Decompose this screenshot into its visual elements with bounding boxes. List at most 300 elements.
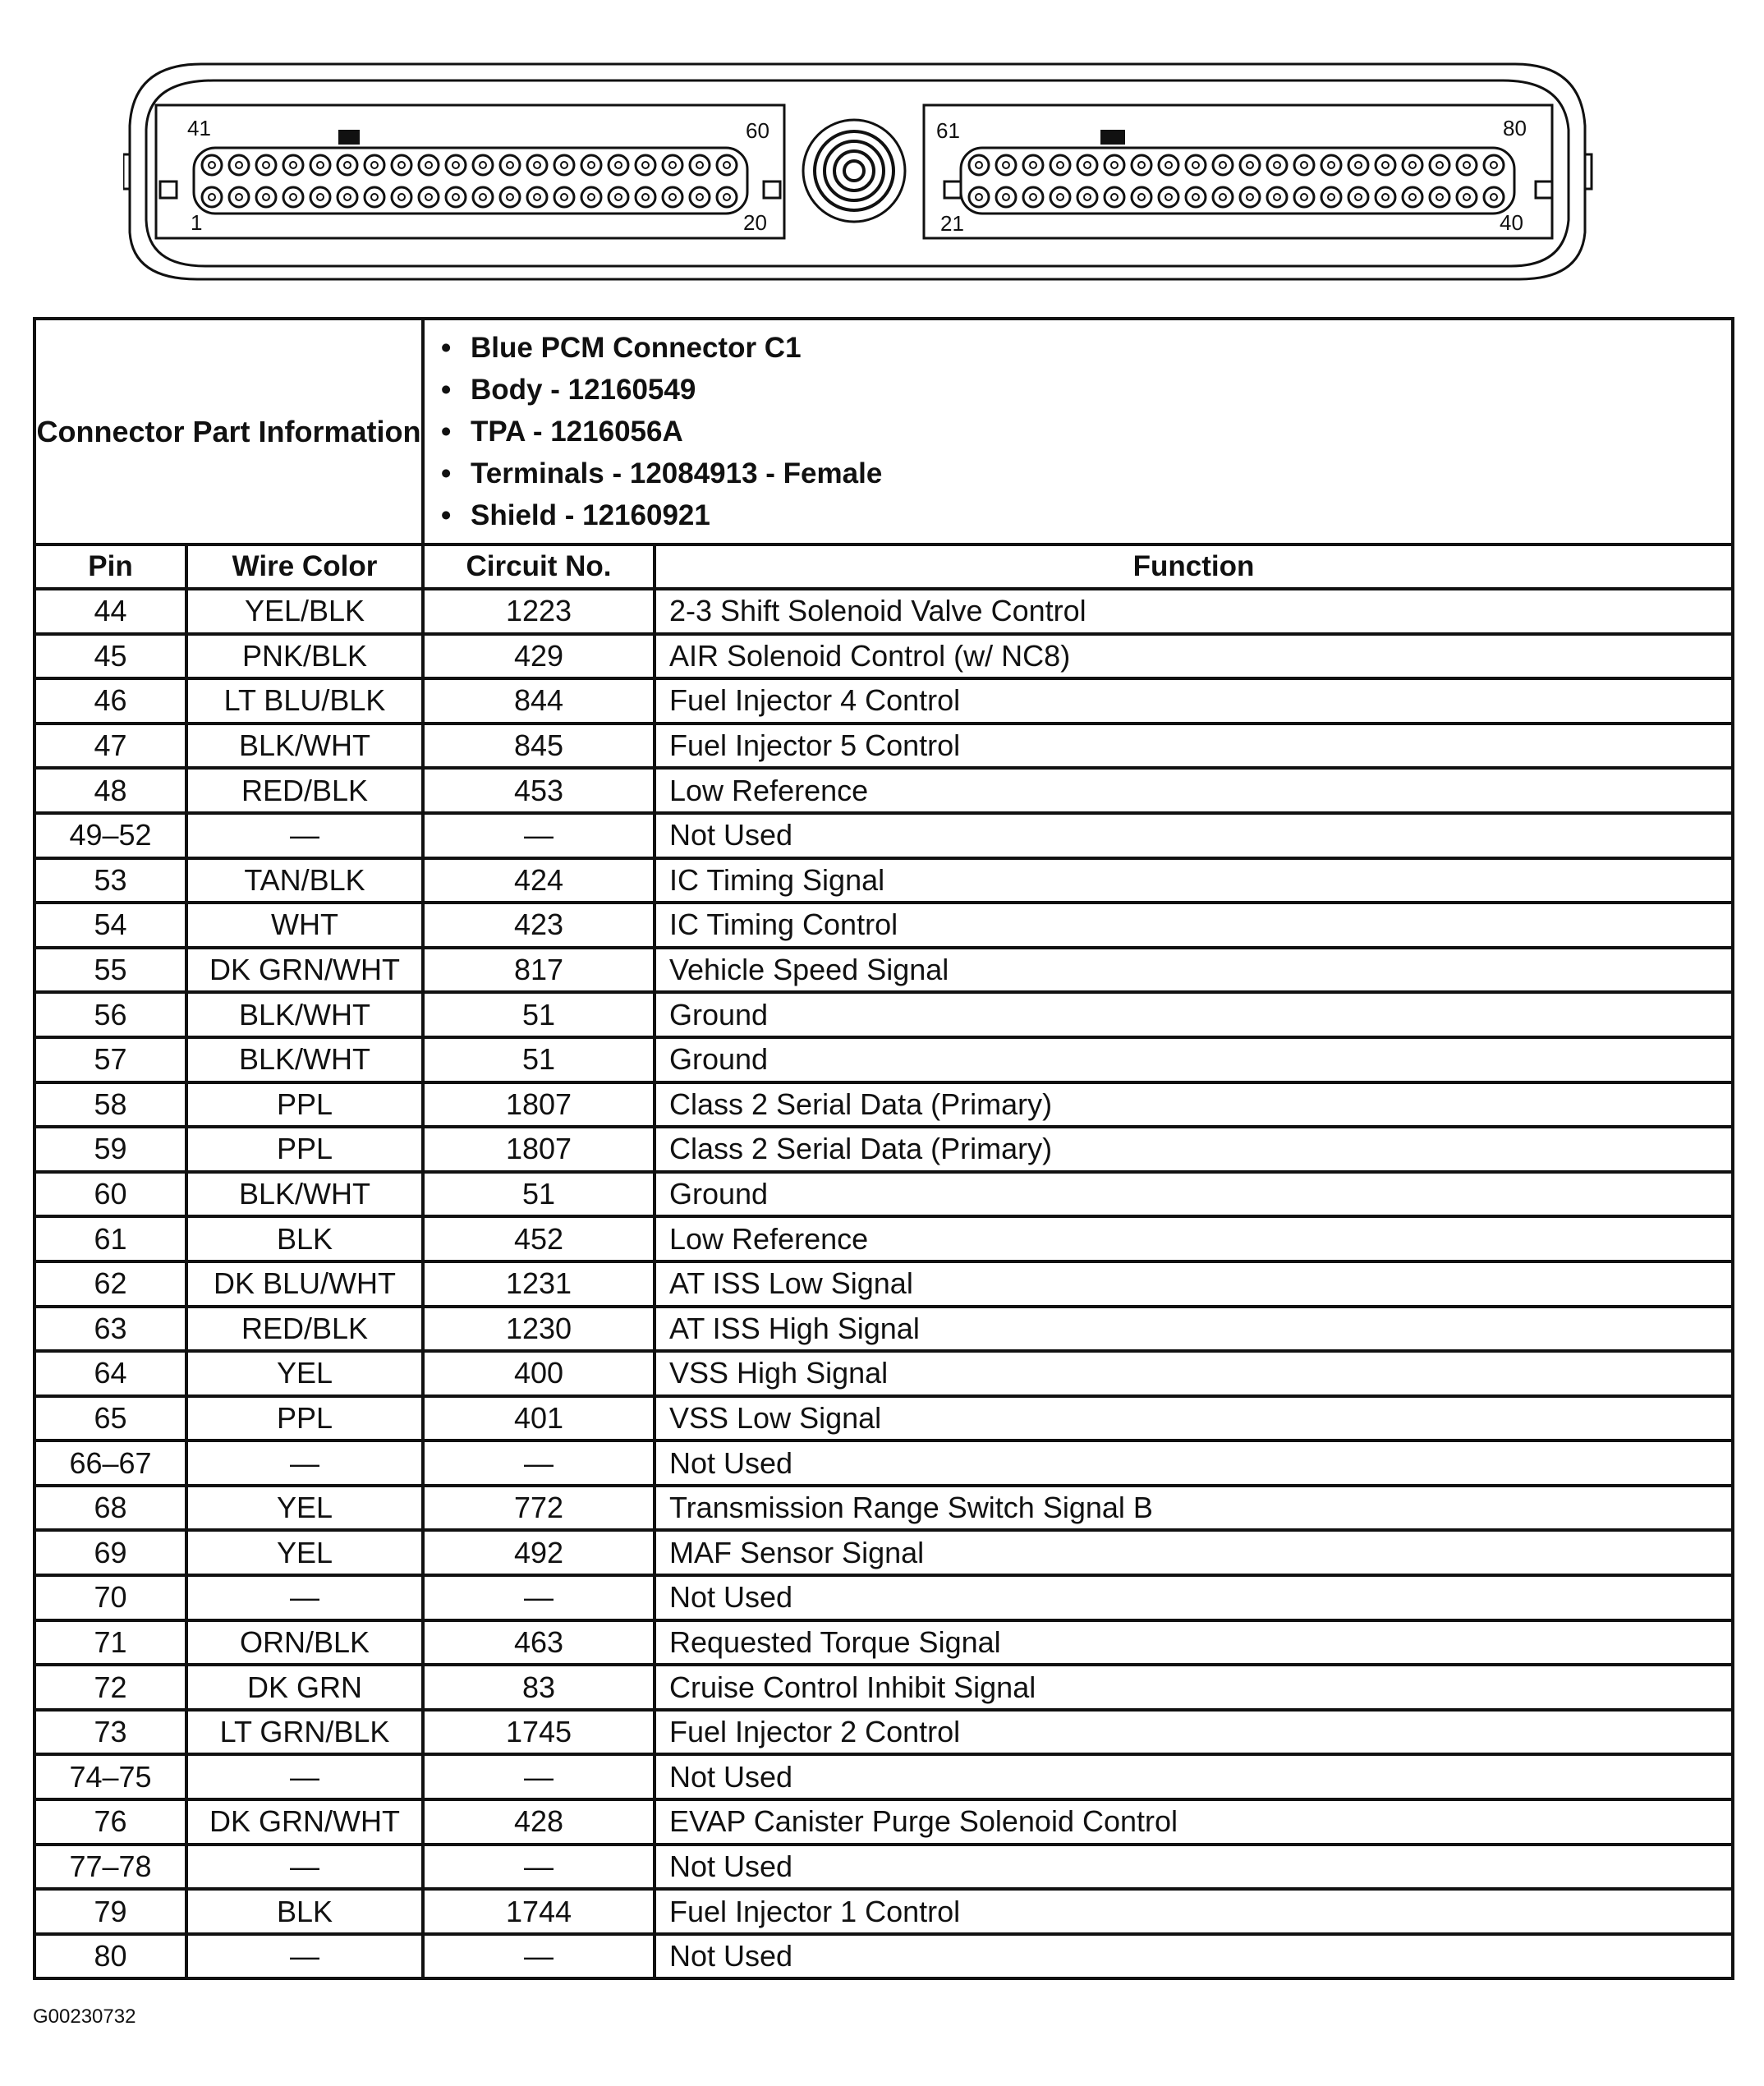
header-function: Function: [655, 544, 1733, 589]
pin-socket-icon: [969, 155, 989, 175]
pin-cell: 45: [34, 634, 186, 679]
pin-socket-center: [1138, 162, 1145, 168]
pin-socket-icon: [717, 187, 737, 207]
pin-socket-icon: [1077, 187, 1097, 207]
pin-socket-center: [642, 162, 649, 168]
connector-face-diagram: [123, 56, 1593, 287]
keying-tab-icon: [338, 130, 360, 145]
part-info-list-cell: [423, 319, 1733, 544]
wire-color-cell: BLK: [186, 1889, 423, 1934]
table-row: [34, 1845, 1733, 1890]
pin-label-60: 60: [746, 118, 769, 143]
pin-cell: 53: [34, 858, 186, 903]
function-cell: EVAP Canister Purge Solenoid Control: [655, 1799, 1733, 1845]
pin-socket-icon: [365, 155, 384, 175]
pin-socket-center: [344, 194, 351, 200]
pin-socket-icon: [338, 187, 357, 207]
pin-sockets-left: [202, 155, 737, 207]
circuit-no-cell: —: [423, 1754, 655, 1799]
wire-color-cell: —: [186, 1754, 423, 1799]
circuit-no-cell: —: [423, 1934, 655, 1979]
pin-socket-icon: [1484, 155, 1504, 175]
pin-socket-center: [290, 194, 296, 200]
pin-socket-icon: [1213, 187, 1233, 207]
pin-cell: 72: [34, 1665, 186, 1710]
pin-socket-center: [1247, 194, 1253, 200]
pin-socket-center: [1463, 194, 1470, 200]
connector-housing-icon: [123, 64, 1592, 279]
function-cell: Fuel Injector 1 Control: [655, 1889, 1733, 1934]
wire-color-cell: YEL: [186, 1486, 423, 1531]
pin-socket-center: [425, 194, 432, 200]
pin-cell: 59: [34, 1127, 186, 1172]
table-row: [34, 1172, 1733, 1217]
part-info-tpa: • TPA - 1216056A: [471, 411, 1731, 453]
circuit-no-cell: 845: [423, 724, 655, 769]
pin-socket-center: [1084, 194, 1091, 200]
table-row: [34, 1396, 1733, 1441]
pin-socket-icon: [229, 187, 249, 207]
function-cell: Ground: [655, 992, 1733, 1037]
pin-socket-icon: [283, 187, 303, 207]
pin-socket-icon: [1484, 187, 1504, 207]
function-cell: Fuel Injector 4 Control: [655, 678, 1733, 724]
function-cell: Fuel Injector 5 Control: [655, 724, 1733, 769]
pin-sockets-right: [969, 155, 1504, 207]
pin-socket-icon: [1023, 187, 1043, 207]
circuit-no-cell: —: [423, 1845, 655, 1890]
pin-socket-center: [1463, 162, 1470, 168]
function-cell: Transmission Range Switch Signal B: [655, 1486, 1733, 1531]
pin-socket-center: [1355, 194, 1362, 200]
pin-socket-icon: [1050, 187, 1070, 207]
pin-socket-icon: [1159, 155, 1178, 175]
pin-socket-icon: [717, 155, 737, 175]
circuit-no-cell: 1807: [423, 1082, 655, 1128]
table-row: [34, 1037, 1733, 1082]
wire-color-cell: —: [186, 1934, 423, 1979]
pin-socket-icon: [256, 187, 276, 207]
pin-socket-center: [236, 194, 242, 200]
wire-color-cell: WHT: [186, 903, 423, 948]
wire-color-cell: PPL: [186, 1127, 423, 1172]
circuit-no-cell: 51: [423, 1172, 655, 1217]
table-row: [34, 1261, 1733, 1307]
pin-socket-center: [1301, 194, 1307, 200]
circuit-no-cell: 492: [423, 1530, 655, 1575]
pin-socket-center: [263, 162, 269, 168]
pin-socket-icon: [1403, 155, 1422, 175]
pin-socket-icon: [1077, 155, 1097, 175]
table-row: [34, 1620, 1733, 1666]
pin-socket-center: [1003, 194, 1009, 200]
pin-cell: 56: [34, 992, 186, 1037]
pin-cell: 74–75: [34, 1754, 186, 1799]
pin-socket-icon: [1403, 187, 1422, 207]
pin-socket-icon: [969, 187, 989, 207]
wire-color-cell: BLK: [186, 1216, 423, 1261]
table-header-row: [34, 544, 1733, 589]
part-info-row: [34, 319, 1733, 544]
pin-socket-center: [1111, 194, 1118, 200]
pin-label-80: 80: [1503, 116, 1527, 140]
pin-socket-icon: [419, 155, 439, 175]
pin-socket-center: [1436, 162, 1443, 168]
pin-socket-center: [724, 162, 730, 168]
center-bolt-icon: [803, 120, 905, 222]
table-row: [34, 813, 1733, 858]
circuit-no-cell: 400: [423, 1351, 655, 1396]
pin-socket-center: [1165, 194, 1172, 200]
table-row: [34, 1754, 1733, 1799]
pin-socket-icon: [636, 187, 655, 207]
pin-label-40: 40: [1500, 210, 1523, 235]
pin-socket-icon: [1457, 155, 1477, 175]
table-row: [34, 768, 1733, 813]
wire-color-cell: —: [186, 1440, 423, 1486]
function-cell: Cruise Control Inhibit Signal: [655, 1665, 1733, 1710]
pin-socket-icon: [1132, 187, 1151, 207]
circuit-no-cell: 51: [423, 992, 655, 1037]
pin-cell: 70: [34, 1575, 186, 1620]
pin-socket-icon: [1348, 187, 1368, 207]
function-cell: Ground: [655, 1172, 1733, 1217]
pin-socket-icon: [1321, 187, 1341, 207]
pin-socket-icon: [338, 155, 357, 175]
table-row: [34, 992, 1733, 1037]
pin-socket-center: [1409, 194, 1416, 200]
pin-socket-icon: [1294, 187, 1314, 207]
wire-color-cell: BLK/WHT: [186, 1172, 423, 1217]
table-row: [34, 948, 1733, 993]
keying-tab-icon: [1100, 130, 1125, 145]
part-info-shield: • Shield - 12160921: [471, 494, 1731, 536]
function-cell: Not Used: [655, 1754, 1733, 1799]
pin-socket-icon: [283, 155, 303, 175]
circuit-no-cell: 817: [423, 948, 655, 993]
pin-socket-center: [344, 162, 351, 168]
table-row: [34, 1351, 1733, 1396]
circuit-no-cell: 844: [423, 678, 655, 724]
part-info-label: Connector Part Information: [34, 319, 423, 544]
function-cell: Class 2 Serial Data (Primary): [655, 1082, 1733, 1128]
table-row: [34, 1799, 1733, 1845]
table-row: [34, 1127, 1733, 1172]
wire-color-cell: —: [186, 1575, 423, 1620]
pin-label-61: 61: [936, 118, 960, 143]
function-cell: Vehicle Speed Signal: [655, 948, 1733, 993]
pin-socket-icon: [996, 187, 1016, 207]
pin-socket-icon: [419, 187, 439, 207]
circuit-no-cell: 428: [423, 1799, 655, 1845]
circuit-no-cell: 83: [423, 1665, 655, 1710]
pin-socket-center: [452, 194, 459, 200]
circuit-no-cell: 772: [423, 1486, 655, 1531]
pin-socket-center: [588, 162, 595, 168]
table-row: [34, 678, 1733, 724]
pin-socket-icon: [1430, 187, 1449, 207]
header-pin: Pin: [34, 544, 186, 589]
pin-socket-center: [1491, 194, 1497, 200]
pin-label-20: 20: [743, 210, 767, 235]
function-cell: Low Reference: [655, 768, 1733, 813]
function-cell: VSS High Signal: [655, 1351, 1733, 1396]
pin-socket-center: [480, 162, 486, 168]
pin-socket-icon: [1430, 155, 1449, 175]
pin-socket-icon: [554, 155, 574, 175]
pin-socket-icon: [527, 155, 547, 175]
pin-socket-icon: [609, 187, 628, 207]
pin-socket-center: [1030, 194, 1036, 200]
wire-color-cell: YEL/BLK: [186, 589, 423, 634]
circuit-no-cell: 424: [423, 858, 655, 903]
table-row: [34, 1307, 1733, 1352]
pin-socket-center: [724, 194, 730, 200]
pin-socket-center: [425, 162, 432, 168]
pin-socket-center: [398, 194, 405, 200]
pin-cell: 68: [34, 1486, 186, 1531]
circuit-no-cell: 423: [423, 903, 655, 948]
pin-socket-center: [317, 194, 324, 200]
circuit-no-cell: 51: [423, 1037, 655, 1082]
wire-color-cell: YEL: [186, 1530, 423, 1575]
pin-socket-icon: [1105, 187, 1124, 207]
wire-color-cell: BLK/WHT: [186, 724, 423, 769]
pin-socket-center: [371, 162, 378, 168]
table-row: [34, 1575, 1733, 1620]
pin-socket-icon: [310, 155, 330, 175]
pin-socket-center: [236, 162, 242, 168]
pin-socket-icon: [500, 187, 520, 207]
pin-socket-icon: [473, 187, 493, 207]
function-cell: MAF Sensor Signal: [655, 1530, 1733, 1575]
pin-socket-icon: [1294, 155, 1314, 175]
pin-socket-icon: [473, 155, 493, 175]
pin-socket-center: [561, 162, 567, 168]
pin-cell: 60: [34, 1172, 186, 1217]
pin-socket-center: [1409, 162, 1416, 168]
pin-socket-icon: [1321, 155, 1341, 175]
pin-socket-center: [669, 162, 676, 168]
pin-label-41: 41: [187, 116, 211, 140]
function-cell: Fuel Injector 2 Control: [655, 1710, 1733, 1755]
pin-socket-center: [507, 194, 513, 200]
function-cell: Not Used: [655, 1575, 1733, 1620]
pin-socket-center: [371, 194, 378, 200]
part-info-connector: • Blue PCM Connector C1: [471, 327, 1731, 369]
pin-socket-center: [534, 162, 540, 168]
pin-socket-center: [1301, 162, 1307, 168]
circuit-no-cell: —: [423, 1575, 655, 1620]
pin-socket-center: [669, 194, 676, 200]
table-row: [34, 1486, 1733, 1531]
circuit-no-cell: 401: [423, 1396, 655, 1441]
wire-color-cell: —: [186, 813, 423, 858]
pin-cell: 65: [34, 1396, 186, 1441]
pin-cell: 76: [34, 1799, 186, 1845]
pin-socket-icon: [1267, 187, 1287, 207]
pin-socket-icon: [446, 155, 466, 175]
pin-cell: 58: [34, 1082, 186, 1128]
pin-socket-center: [507, 162, 513, 168]
pin-socket-icon: [310, 187, 330, 207]
pin-socket-center: [290, 162, 296, 168]
pin-socket-center: [534, 194, 540, 200]
wire-color-cell: RED/BLK: [186, 1307, 423, 1352]
pin-label-21: 21: [940, 211, 964, 236]
function-cell: IC Timing Control: [655, 903, 1733, 948]
pin-socket-icon: [1376, 155, 1395, 175]
pin-cell: 80: [34, 1934, 186, 1979]
function-cell: Ground: [655, 1037, 1733, 1082]
pin-socket-icon: [609, 155, 628, 175]
pin-socket-icon: [365, 187, 384, 207]
pin-cell: 62: [34, 1261, 186, 1307]
pin-socket-icon: [1050, 155, 1070, 175]
pin-socket-icon: [1186, 155, 1206, 175]
circuit-no-cell: 1223: [423, 589, 655, 634]
pin-socket-center: [1220, 194, 1226, 200]
wire-color-cell: DK BLU/WHT: [186, 1261, 423, 1307]
pin-socket-center: [1003, 162, 1009, 168]
wire-color-cell: PPL: [186, 1082, 423, 1128]
pin-socket-center: [561, 194, 567, 200]
pin-socket-center: [976, 162, 982, 168]
pin-socket-center: [1030, 162, 1036, 168]
pin-socket-center: [1192, 162, 1199, 168]
circuit-no-cell: 1807: [423, 1127, 655, 1172]
pin-cell: 49–52: [34, 813, 186, 858]
function-cell: AT ISS Low Signal: [655, 1261, 1733, 1307]
pin-socket-center: [398, 162, 405, 168]
function-cell: Not Used: [655, 1845, 1733, 1890]
pin-socket-center: [1491, 162, 1497, 168]
pin-socket-center: [1220, 162, 1226, 168]
function-cell: Class 2 Serial Data (Primary): [655, 1127, 1733, 1172]
pin-socket-center: [1111, 162, 1118, 168]
pin-socket-center: [1328, 162, 1334, 168]
pin-cell: 47: [34, 724, 186, 769]
function-cell: Not Used: [655, 1440, 1733, 1486]
pin-socket-center: [1382, 162, 1389, 168]
function-cell: Requested Torque Signal: [655, 1620, 1733, 1666]
pin-socket-center: [696, 162, 703, 168]
pin-socket-icon: [1267, 155, 1287, 175]
pin-socket-center: [209, 194, 215, 200]
wire-color-cell: BLK/WHT: [186, 1037, 423, 1082]
pin-cell: 69: [34, 1530, 186, 1575]
pin-socket-center: [696, 194, 703, 200]
pin-socket-icon: [202, 155, 222, 175]
function-cell: AIR Solenoid Control (w/ NC8): [655, 634, 1733, 679]
connector-pinout-table: [33, 317, 1734, 1980]
pin-cell: 54: [34, 903, 186, 948]
pin-socket-icon: [1023, 155, 1043, 175]
pin-socket-center: [263, 194, 269, 200]
function-cell: Not Used: [655, 813, 1733, 858]
pin-label-1: 1: [191, 210, 203, 235]
function-cell: IC Timing Signal: [655, 858, 1733, 903]
pin-socket-icon: [554, 187, 574, 207]
pin-socket-center: [1138, 194, 1145, 200]
pin-cell: 63: [34, 1307, 186, 1352]
pin-cell: 61: [34, 1216, 186, 1261]
pin-socket-icon: [1186, 187, 1206, 207]
pin-socket-icon: [446, 187, 466, 207]
pin-cell: 77–78: [34, 1845, 186, 1890]
circuit-no-cell: 1230: [423, 1307, 655, 1352]
pin-socket-icon: [500, 155, 520, 175]
function-cell: VSS Low Signal: [655, 1396, 1733, 1441]
pin-socket-icon: [663, 187, 682, 207]
table-row: [34, 1710, 1733, 1755]
table-row: [34, 1665, 1733, 1710]
pin-socket-center: [480, 194, 486, 200]
pin-socket-icon: [392, 187, 411, 207]
pin-socket-center: [976, 194, 982, 200]
pin-cell: 64: [34, 1351, 186, 1396]
pin-socket-center: [209, 162, 215, 168]
pin-socket-center: [1057, 194, 1063, 200]
pin-socket-icon: [527, 187, 547, 207]
circuit-no-cell: 463: [423, 1620, 655, 1666]
pin-socket-center: [1382, 194, 1389, 200]
pin-socket-center: [1247, 162, 1253, 168]
pin-socket-icon: [1105, 155, 1124, 175]
pin-socket-center: [588, 194, 595, 200]
pin-socket-icon: [690, 155, 710, 175]
table-row: [34, 589, 1733, 634]
wire-color-cell: LT GRN/BLK: [186, 1710, 423, 1755]
part-info-body: • Body - 12160549: [471, 369, 1731, 411]
pin-cell: 48: [34, 768, 186, 813]
wire-color-cell: ORN/BLK: [186, 1620, 423, 1666]
table-row: [34, 858, 1733, 903]
pin-socket-icon: [996, 155, 1016, 175]
pin-socket-center: [615, 162, 622, 168]
pin-cell: 66–67: [34, 1440, 186, 1486]
pin-socket-icon: [581, 155, 601, 175]
header-circuit-no: Circuit No.: [423, 544, 655, 589]
pin-socket-icon: [636, 155, 655, 175]
pin-socket-center: [1436, 194, 1443, 200]
wire-color-cell: DK GRN/WHT: [186, 948, 423, 993]
wire-color-cell: RED/BLK: [186, 768, 423, 813]
circuit-no-cell: 452: [423, 1216, 655, 1261]
pin-socket-icon: [1132, 155, 1151, 175]
circuit-no-cell: 429: [423, 634, 655, 679]
function-cell: Not Used: [655, 1934, 1733, 1979]
function-cell: 2-3 Shift Solenoid Valve Control: [655, 589, 1733, 634]
wire-color-cell: DK GRN/WHT: [186, 1799, 423, 1845]
part-info-list: [471, 327, 1731, 536]
circuit-no-cell: —: [423, 813, 655, 858]
pin-cell: 44: [34, 589, 186, 634]
pin-socket-center: [1057, 162, 1063, 168]
wire-color-cell: LT BLU/BLK: [186, 678, 423, 724]
pin-socket-icon: [1240, 187, 1260, 207]
wire-color-cell: TAN/BLK: [186, 858, 423, 903]
table-row: [34, 1440, 1733, 1486]
pin-socket-icon: [1457, 187, 1477, 207]
wire-color-cell: DK GRN: [186, 1665, 423, 1710]
pin-cell: 46: [34, 678, 186, 724]
wire-color-cell: —: [186, 1845, 423, 1890]
circuit-no-cell: 1745: [423, 1710, 655, 1755]
pin-socket-center: [317, 162, 324, 168]
pin-socket-icon: [202, 187, 222, 207]
pin-socket-icon: [256, 155, 276, 175]
